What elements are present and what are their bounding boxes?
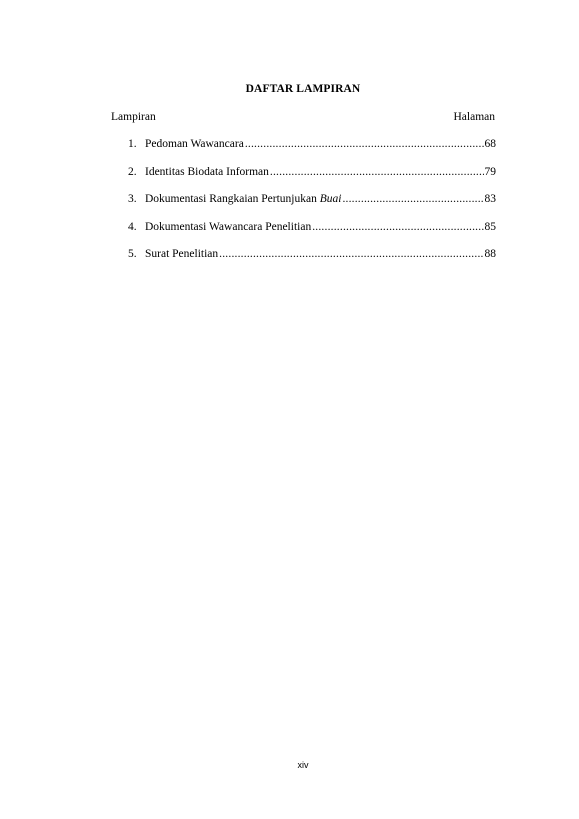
item-page-number: 68: [484, 138, 496, 150]
column-header-lampiran: Lampiran: [111, 111, 156, 123]
item-number: 4.: [128, 220, 137, 233]
item-page-number: 88: [484, 248, 496, 260]
list-item: [128, 166, 496, 179]
page-number: xiv: [297, 760, 309, 770]
item-number: 1.: [128, 138, 137, 150]
list-item: [128, 221, 496, 234]
item-number: 3.: [128, 193, 137, 205]
dot-leader: [270, 166, 484, 179]
item-page-number: 83: [484, 193, 496, 205]
column-header-halaman: Halaman: [453, 111, 495, 123]
list-item: [128, 248, 496, 261]
item-number: 2.: [128, 165, 137, 178]
dot-leader: [245, 138, 484, 151]
item-label: Dokumentasi Rangkaian Pertunjukan Buai: [145, 193, 342, 205]
dot-leader: [312, 221, 483, 234]
list-item: [128, 193, 496, 206]
item-label: Dokumentasi Wawancara Penelitian: [145, 220, 312, 233]
item-label: Pedoman Wawancara: [145, 138, 244, 150]
dot-leader: [219, 248, 483, 261]
item-label: Identitas Biodata Informan: [145, 165, 269, 178]
list-item: [128, 138, 496, 151]
item-page-number: 85: [484, 220, 496, 233]
dot-leader: [342, 193, 483, 206]
appendix-list: [128, 138, 496, 276]
item-label: Surat Penelitian: [145, 248, 219, 260]
item-number: 5.: [128, 248, 137, 260]
page-title: DAFTAR LAMPIRAN: [245, 83, 361, 95]
item-page-number: 79: [484, 165, 496, 178]
